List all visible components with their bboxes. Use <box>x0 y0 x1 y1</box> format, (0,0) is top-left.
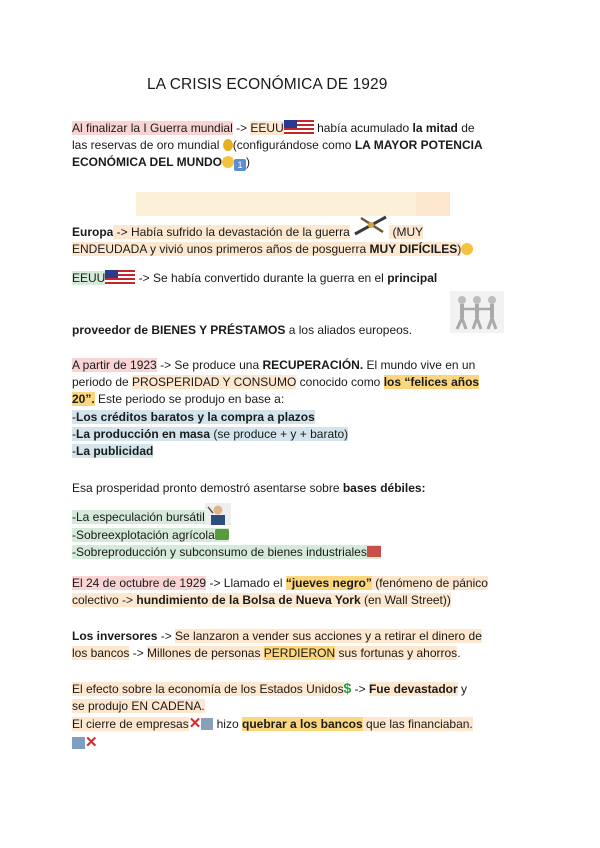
text-bold: hundimiento de la Bolsa de Nueva York <box>136 593 361 608</box>
text: y <box>457 682 468 696</box>
text: Este periodo se produjo en base a: <box>94 392 285 407</box>
text-highlight: El efecto sobre la economía de los Estados Unidos <box>72 682 344 696</box>
office-building-icon <box>201 718 213 730</box>
text: periodo de <box>72 375 133 390</box>
worried-face-icon <box>461 243 473 255</box>
text-bold: Europa <box>72 225 114 239</box>
text: -> <box>232 121 251 135</box>
paragraph-effect <box>72 680 532 752</box>
text: conocido como <box>296 375 384 390</box>
text-highlight: Se lanzaron a vender sus acciones y a retirar el dinero de <box>175 629 482 643</box>
text: -> Se produce una <box>156 358 263 372</box>
text-bold: Fue devastador <box>368 682 458 696</box>
text-highlight: Millones de personas <box>147 646 264 661</box>
text-highlight: (fenómeno de pánico <box>371 576 488 590</box>
text-bold: LA MAYOR POTENCIA <box>354 138 483 153</box>
text: El mundo vive en un <box>363 358 476 372</box>
text-highlight: EEUU <box>250 121 284 135</box>
text-highlight: Al finalizar la I Guerra mundial <box>72 121 233 135</box>
text-highlight: se produjo EN CADENA. <box>72 699 205 714</box>
list-item <box>72 545 381 559</box>
text-highlight: A partir de 1923 <box>72 358 157 372</box>
bullet: - <box>72 444 76 459</box>
paragraph-weak-bases <box>72 480 532 497</box>
text: -> Llamado el <box>206 576 286 590</box>
text: (configurándose como <box>232 138 355 153</box>
list-item <box>72 427 348 441</box>
text-bold: proveedor de BIENES Y PRÉSTAMOS <box>72 323 286 337</box>
text-highlight: ENDEUDADA y vivió unos primeros años de posguerra <box>72 242 370 257</box>
text-bold: la mitad <box>412 121 458 135</box>
page-title: LA CRISIS ECONÓMICA DE 1929 <box>147 76 388 93</box>
paragraph-usa-provider <box>72 270 532 287</box>
us-flag-icon <box>105 270 135 284</box>
bank-icon <box>72 737 85 749</box>
text-bold: La publicidad <box>76 444 154 459</box>
text: hizo <box>213 717 242 732</box>
text-highlight: El cierre de empresas <box>72 717 189 732</box>
text: -La especulación bursátil <box>72 510 205 524</box>
text-highlight: (en Wall Street)) <box>360 593 451 608</box>
list-item <box>72 444 153 458</box>
list-item <box>72 410 315 424</box>
text-highlight: sus fortunas y ahorros <box>335 646 458 661</box>
text-bold: “jueves negro” <box>285 576 372 590</box>
money-face-icon <box>222 156 234 168</box>
text-highlight: EEUU <box>72 271 106 285</box>
text: las reservas de oro mundial <box>72 138 223 153</box>
text: -> Se había convertido durante la guerra en el <box>135 271 388 285</box>
number-one-icon: 1 <box>234 159 246 171</box>
text: había acumulado <box>313 121 413 135</box>
bullet: - <box>72 409 76 424</box>
text-bold: quebrar a los bancos <box>241 717 363 732</box>
cross-mark-icon: ✕ <box>188 715 202 733</box>
cross-mark-icon: ✕ <box>85 733 98 751</box>
text: de <box>457 121 475 135</box>
text: -> <box>351 682 369 696</box>
bullet: - <box>72 426 76 441</box>
text-highlight: PERDIERON <box>263 646 336 661</box>
paragraph-recovery <box>72 357 532 460</box>
list-item <box>72 528 229 542</box>
text-bold: los “felices años <box>383 375 480 390</box>
list-item <box>72 510 231 524</box>
dollar-icon: $ <box>343 680 352 696</box>
text-bold: principal <box>387 271 438 285</box>
paragraph-investors <box>72 628 532 662</box>
text-bold: La producción en masa <box>76 426 211 441</box>
us-flag-icon <box>284 120 314 134</box>
text-bold: Los créditos baratos y la compra a plazos <box>76 409 315 424</box>
text: Esa prosperidad pronto demostró asentarse sobre <box>72 481 343 495</box>
text-bold: MUY DIFÍCILES <box>369 242 458 257</box>
text: a los aliados europeos. <box>285 323 413 337</box>
text-highlight: (MUY <box>389 225 424 239</box>
text-bold: 20”. <box>72 392 95 407</box>
rifle-icon <box>353 214 389 236</box>
text: (se produce + y + barato) <box>210 426 349 441</box>
text-bold: ECONÓMICA DEL MUNDO <box>72 155 222 170</box>
text-highlight: PROSPERIDAD Y CONSUMO <box>132 375 297 390</box>
medal-icon <box>223 139 233 151</box>
paragraph-black-thursday <box>72 575 532 609</box>
text: -> <box>157 629 176 643</box>
text-bold: Los inversores <box>72 629 158 643</box>
factory-icon <box>367 546 381 557</box>
paragraph-postwar <box>72 120 532 172</box>
list-weak-bases <box>72 503 532 562</box>
text: -> <box>129 646 148 661</box>
stock-trader-icon <box>205 503 231 525</box>
highlight-band <box>136 192 416 216</box>
paragraph-europe <box>72 214 532 258</box>
text: ) <box>246 155 250 170</box>
text-highlight: los bancos <box>72 646 130 661</box>
text-bold: RECUPERACIÓN. <box>262 358 364 372</box>
text-highlight: El 24 de octubre de 1929 <box>72 576 207 590</box>
text-bold: bases débiles: <box>342 481 426 495</box>
text: -Sobreproducción y subconsumo de bienes industriales <box>72 545 367 559</box>
text-highlight: ) <box>457 242 462 257</box>
text: -Sobreexplotación agrícola <box>72 527 215 542</box>
tractor-icon <box>215 529 229 540</box>
text: . <box>457 646 461 661</box>
text-highlight: -> Había sufrido la devastación de la guerra <box>113 225 350 239</box>
highlight-band <box>416 192 450 216</box>
people-shaking-hands-icon <box>450 291 504 333</box>
text-highlight: colectivo -> <box>72 593 137 608</box>
text-highlight: que las financiaban. <box>362 717 473 732</box>
